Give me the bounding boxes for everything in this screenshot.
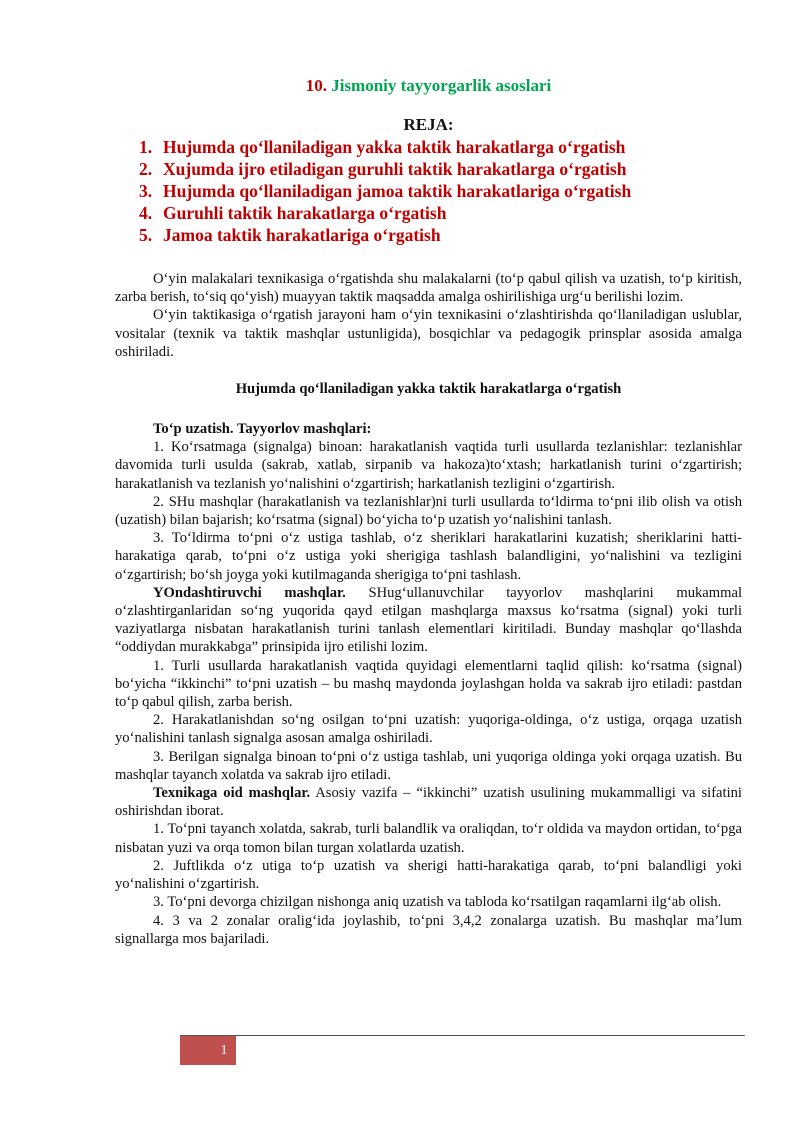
body-paragraph: 2. Juftlikda o‘z utiga to‘p uzatish va sherigi hatti-harakatiga qarab, to‘pni balandligi yoki yo‘nalishini o‘zgartirish.: [115, 857, 742, 893]
body-paragraph: 2. Harakatlanishdan so‘ng osilgan to‘pni uzatish: yuqoriga-oldinga, o‘z ustiga, orqaga uzatish yo‘nalishini tanlash signalga asosan amalga oshiriladi.: [115, 712, 742, 747]
body-paragraph: Texnikaga oid mashqlar. Asosiy vazifa – “ikkinchi” uzatish usulining mukammalligi va sifatini oshirishdan iborat.: [115, 785, 742, 820]
intro-paragraph: O‘yin malakalari texnikasiga o‘rgatishda shu malakalarni (to‘p qabul qilish va uzatish, to‘p kiritish, zarba berish, to‘siq qo‘yish) muayyan taktik maqsadda amalga oshirilishiga urg‘u berilishi lozim.: [115, 271, 742, 306]
body-paragraph: 1. Turli usullarda harakatlanish vaqtida quyidagi elementlarni taqlid qilish: ko‘rsatma (signal) bo‘yicha “ikkinchi” to‘pni uzatish – bu mashq maydonda joylashgan holda va sakrab ijro etiladi: pastdan to‘p qabul qilish, zarba berish.: [115, 657, 742, 711]
plan-heading: REJA:: [403, 115, 454, 134]
page-number: 1: [220, 1043, 228, 1058]
body-paragraph: 3. Berilgan signalga binoan to‘pni o‘z ustiga tashlab, uni yuqoriga oldinga yoki orqaga uzatish. Bu mashqlar tayanch xolatda va sakrab ijro etiladi.: [115, 748, 742, 783]
body-paragraph: 1. Ko‘rsatmaga (signalga) binoan: harakatlanish vaqtida turli usullarda tezlanishlar: tezlanishlar davomida turli usulda (sakrab, xatlab, sirpanib va hakoza)to‘xtash; harkatlanish turini o‘zgartirish; harakatlanish va tezlanish yo‘nalishini o‘zgartirish; harkatlanish tezligini o‘zgartirish.: [115, 439, 742, 492]
body-paragraph: 2. SHu mashqlar (harakatlanish va tezlanishlar)ni turli usullarda to‘ldirma to‘pni ilib olish va otish (uzatish) bilan bajarish; ko‘rsatma (signal) bo‘yicha to‘p uzatish yo‘nalishini tanlash.: [115, 493, 742, 529]
plan-item: 4. Guruhli taktik harakatlarga o‘rgatish: [139, 203, 447, 223]
document-page: [115, 76, 742, 948]
subsection-heading: Texnikaga oid mashqlar.: [153, 785, 311, 802]
body-paragraph: 3. To‘ldirma to‘pni o‘z ustiga tashlab, o‘z sheriklari harakatlarini kuzatish; sheriklarini hatti-harakatiga qarab, to‘pni o‘z ustiga yoki sherigiga tashlash balandligini, yo‘nalishini va tezligini o‘zgartirish; bo‘sh joyga yoki kutilmaganda sherigiga to‘pni tashlash.: [115, 530, 742, 583]
body-paragraph: YOndashtiruvchi mashqlar. SHug‘ullanuvchilar tayyorlov mashqlarini mukammal o‘zlashtirganlaridan so‘ng yuqorida qayd etilgan mashqlarga maxsus ko‘rsatma (signal) yoki turli vaziyatlarga nisbatan harakatlanish turini tanlash elementlari kiritiladi. Bunday mashqlar qo‘llashda “oddiydan murakkabga” prinsipida ijro etilishi lozim.: [115, 584, 743, 656]
body-paragraph: 1. To‘pni tayanch xolatda, sakrab, turli balandlik va oraliqdan, to‘r oldida va maydon ortidan, to‘pga nisbatan yuzi va orqa tomon bilan turgan xolatlarda uzatish.: [115, 821, 742, 856]
chapter-title: [115, 76, 742, 96]
plan-item: 3. Hujumda qo‘llaniladigan jamoa taktik harakatlariga o‘rgatish: [139, 181, 632, 201]
plan-item: 1. Hujumda qo‘llaniladigan yakka taktik harakatlarga o‘rgatish: [139, 137, 626, 157]
subsection-heading: To‘p uzatish. Tayyorlov mashqlari:: [153, 421, 372, 438]
intro-paragraph: O‘yin taktikasiga o‘rgatish jarayoni ham o‘yin texnikasini o‘zlashtirishda qo‘llaniladigan uslublar, vositalar (texnik va taktik mashqlar ustunligida), bosqichlar va pedagogik prinsplar asosida amalga oshiriladi.: [115, 307, 742, 360]
body-paragraph: 4. 3 va 2 zonalar oralig‘ida joylashib, to‘pni 3,4,2 zonalarga uzatish. Bu mashqlar ma’lum signallarga mos bajariladi.: [115, 912, 742, 947]
subsection-heading: YOndashtiruvchi mashqlar.: [153, 584, 346, 601]
plan-list: [115, 136, 742, 246]
chapter-number: 10.: [305, 76, 327, 95]
chapter-title-text: Jismoniy tayyorgarlik asoslari: [331, 76, 552, 95]
plan-item: 2. Xujumda ijro etiladigan guruhli taktik harakatlarga o‘rgatish: [139, 159, 627, 179]
body-paragraph: 3. To‘pni devorga chizilgan nishonga aniq uzatish va tabloda ko‘rsatilgan raqamlarni ilg‘ab olish.: [153, 894, 722, 911]
section-heading: Hujumda qo‘llaniladigan yakka taktik harakatlarga o‘rgatish: [235, 381, 622, 398]
plan-item: 5. Jamoa taktik harakatlariga o‘rgatish: [139, 225, 441, 245]
